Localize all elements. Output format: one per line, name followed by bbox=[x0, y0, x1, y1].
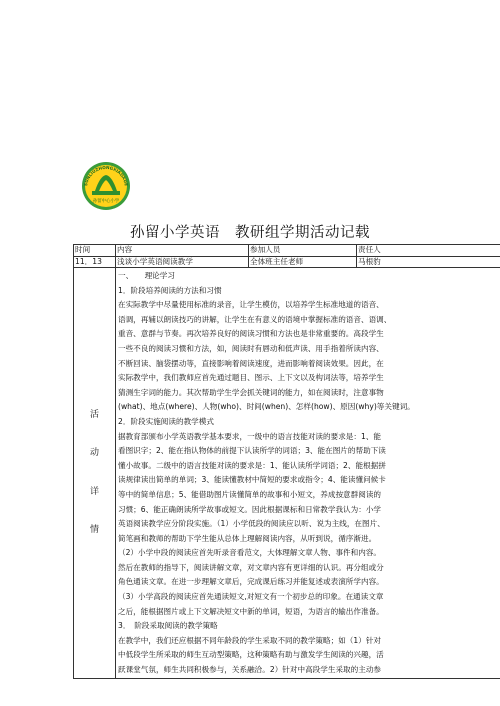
body-line: （3）小学高段的阅读应首先通读短文,对短文有一个初步总的印象。在通读文章 bbox=[118, 592, 384, 602]
body-line: 读规律读出简单的单词；3、能读懂教材中简短的要求或指令；4、能读懂问候卡 bbox=[118, 475, 386, 485]
logo-emblem-icon bbox=[78, 158, 134, 212]
header-responsible: 责任人 bbox=[357, 245, 500, 257]
cell-time: 11．13 bbox=[74, 256, 116, 268]
body-line: （2）小学中段的阅读应首先听录音看范文，大体理解文章人物、事件和内容。 bbox=[118, 548, 382, 558]
cell-participants: 全体班主任老师 bbox=[249, 256, 357, 268]
activity-details-label bbox=[74, 268, 116, 679]
body-line: 一些不良的阅读习惯和方法，如，阅读时有唇动和低声读、用手指着所读内容、 bbox=[118, 343, 384, 353]
body-line: (what)、地点(where)、人物(who)、时间(when)、怎样(how)、原因(why)等关键词。 bbox=[118, 402, 415, 412]
header-content: 内容 bbox=[116, 245, 249, 257]
body-line: 实际教学中，我们教师应首先通过题目、图示、上下文以及构词法等，培养学生 bbox=[118, 373, 384, 383]
header-time: 时间 bbox=[74, 245, 116, 257]
school-logo bbox=[78, 158, 134, 212]
header-participants: 参加人员 bbox=[249, 245, 357, 257]
body-line: 猜测生字词的能力。其次帮助学生学会抓关键词的能力，如在阅读时，注意事物 bbox=[118, 387, 384, 397]
body-line: 1．阶段培养阅读的方法和习惯 bbox=[118, 285, 222, 295]
table-row bbox=[74, 256, 500, 268]
body-line: 等中的简单信息；5、能借助图片读懂简单的故事和小短文，养成按意群阅读的 bbox=[118, 489, 382, 499]
activity-record-table bbox=[73, 244, 500, 679]
body-line: 一、 理论学习 bbox=[118, 271, 175, 280]
body-line: 重音、意群与节奏。再次培养良好的阅读习惯和方法也是非常重要的。高段学生 bbox=[118, 329, 384, 339]
cell-responsible: 马根豹 bbox=[357, 256, 500, 268]
body-line: 语调，再辅以朗读技巧的讲解，让学生在有意义的语境中掌握标准的语音、语调、 bbox=[118, 314, 392, 324]
logo-arc-text: SUNLIUZHONGXIAOXUE bbox=[83, 164, 129, 187]
body-line: 看图识字；2、能在指认物体的前提下认读所学的词语；3、能在图片的帮助下读 bbox=[118, 446, 386, 456]
logo-school-text: 孙留中心小学 bbox=[92, 199, 120, 204]
body-line: 简笔画和教师的帮助下学生能从总体上理解阅读内容，从听到说，循序渐进。 bbox=[118, 533, 377, 543]
side-label-char: 情 bbox=[89, 525, 99, 536]
body-line: 2．阶段实施阅读的教学模式 bbox=[118, 416, 214, 426]
body-line: 之后，能根据图片或上下文解决短文中新的单词，短语，为语言的输出作准备。 bbox=[118, 606, 384, 616]
body-line: 不断回读、脑袋摆动等，直接影响着阅读速度，进而影响着阅读效果。因此，在 bbox=[118, 358, 384, 368]
body-line: 习惯；6、能正确朗读所学故事或短文。因此根据课标和日常教学我认为：小学 bbox=[118, 504, 382, 514]
body-line: 然后在教师的指导下，阅读讲解文章，对文章内容有更详细的认识。再分组或分 bbox=[118, 562, 384, 572]
body-line: 跃课堂气氛，师生共同积极参与，关系融洽。2）针对中高段学生采取的主动参 bbox=[118, 665, 382, 675]
body-line: 中低段学生所采取的师生互动型策略，这种策略有助与激发学生阅读的兴趣，活 bbox=[118, 650, 384, 660]
body-line: 角色通读文章。在进一步理解文章后，完成课后练习并能复述或表演所学内容。 bbox=[118, 577, 384, 587]
activity-details-text bbox=[116, 268, 500, 679]
side-label-char: 动 bbox=[89, 448, 99, 459]
side-label-char: 活 bbox=[89, 409, 99, 420]
side-label-char: 详 bbox=[89, 486, 99, 497]
body-line: 3． 阶段采取阅读的教学策略 bbox=[118, 621, 218, 631]
activity-details-row bbox=[74, 268, 500, 679]
body-line: 懂小故事。二级中的语言技能对读的要求是：1、能认读所学词语；2、能根据拼 bbox=[118, 460, 386, 470]
body-line: 据教育部颁布小学英语教学基本要求，一级中的语言技能对读的要求是：1、能 bbox=[118, 431, 382, 441]
body-line: 在实际教学中尽量使用标准的录音，让学生模仿，以培养学生标准地道的语音、 bbox=[118, 300, 384, 310]
body-line: 英语阅读教学应分阶段实施。（1）小学低段的阅读应以听、说为主线，在图片、 bbox=[118, 519, 385, 529]
table-header-row bbox=[74, 245, 500, 257]
body-line: 在教学中，我们还应根据不同年龄段的学生采取不同的教学策略；如（1）针对 bbox=[118, 635, 382, 645]
cell-content: 浅谈小学英语阅读教学 bbox=[116, 256, 249, 268]
page-title: 孙留小学英语 教研组学期活动记载 bbox=[130, 225, 370, 241]
